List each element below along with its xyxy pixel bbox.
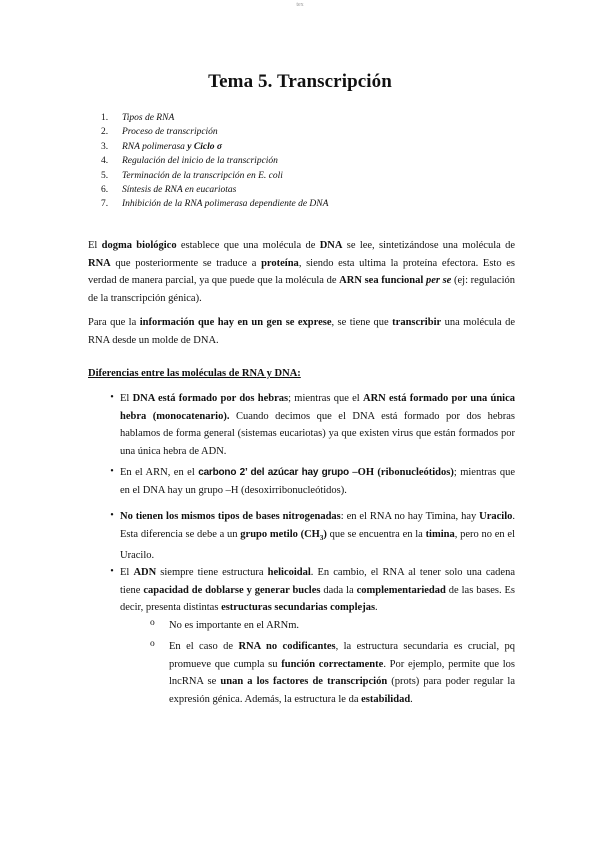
bold-term: ) — [323, 528, 327, 540]
toc-item — [101, 111, 328, 125]
sub-bullet-item — [144, 638, 515, 708]
toc-number: 7. — [101, 199, 109, 210]
toc-item — [101, 154, 328, 168]
bullet-marker: • — [110, 466, 114, 477]
toc-text: Inhibición de la RNA polimerasa dependiente de DNA — [122, 199, 329, 210]
bold-term: estructuras secundarias complejas — [221, 602, 376, 614]
bold-term: dogma biológico — [101, 240, 177, 251]
text-run: se lee, sintetizándose una molécula de — [342, 240, 515, 251]
toc-number: 4. — [101, 156, 109, 167]
toc-item — [101, 125, 328, 139]
bold-term: capacidad de doblarse y generar bucles — [143, 584, 321, 596]
text-run: . Esta diferencia se debe a un — [120, 511, 515, 540]
text-run: Para que la — [88, 317, 140, 328]
bullet-item — [88, 508, 515, 565]
text-run: una molécula de RNA desde un molde de DNA. — [88, 317, 515, 346]
text-run: El — [120, 393, 133, 404]
toc-number: 2. — [101, 127, 109, 138]
toc-item — [101, 169, 328, 183]
text-run: . — [410, 693, 413, 705]
bold-term: RNA no codificantes — [238, 641, 336, 652]
text-run: que posteriormente se traduce a — [110, 257, 262, 269]
sub-bullet-marker: o — [150, 618, 155, 628]
bold-term: No tienen los mismos tipos de bases nitrogenadas — [120, 511, 341, 522]
bold-term: RNA — [88, 257, 111, 269]
bullet-text — [120, 390, 515, 460]
toc-number: 6. — [101, 185, 109, 196]
table-of-contents — [101, 111, 328, 212]
text-run: . En cambio, el RNA al tener solo una cadena tiene — [120, 567, 515, 596]
intro-paragraph — [88, 237, 515, 307]
bold-term: ARN sea funcional — [339, 275, 424, 287]
bullet-item — [88, 564, 515, 617]
second-paragraph — [88, 314, 515, 349]
toc-item — [101, 197, 328, 211]
text-run: , la estructura secundaria es crucial, pq promueve que cumpla su — [169, 641, 515, 670]
bold-term: transcribir — [392, 317, 442, 328]
text-run: El — [88, 240, 102, 251]
bold-term: proteína — [261, 257, 299, 269]
text-run: , se tiene que — [331, 317, 393, 328]
bullet-item — [88, 390, 515, 460]
section-heading: Diferencias entre las moléculas de RNA y DNA: — [88, 368, 301, 379]
bullet-text — [120, 464, 515, 499]
text-run: ; mientras que en el DNA hay un grupo –H (desoxirribonucleótidos). — [120, 467, 515, 496]
toc-number: 5. — [101, 170, 109, 181]
subscript: 3 — [319, 533, 324, 542]
bold-term: información que hay en un gen se exprese — [139, 317, 332, 328]
text-run: siempre tiene estructura — [156, 567, 268, 578]
bold-term: carbono 2’ del azúcar hay grupo — [198, 467, 349, 478]
text-run: El — [120, 567, 134, 578]
bold-term: helicoidal — [267, 567, 311, 578]
text-run: (ej: regulación de la transcripción génica). — [88, 275, 515, 304]
text-run: . Por ejemplo, permite que los lncRNA se — [169, 658, 516, 688]
bold-term: ARN está formado por una única hebra (monocatenario). — [120, 393, 516, 422]
text-run: establece que una molécula de — [176, 240, 320, 251]
sub-bullet-item — [144, 617, 515, 635]
bullet-marker: • — [110, 510, 114, 521]
bullet-text — [120, 508, 515, 565]
text-run: : en el RNA no hay Timina, hay — [340, 511, 480, 522]
bold-term: grupo metilo (CH — [240, 528, 320, 540]
toc-text: Síntesis de RNA en eucariotas — [122, 185, 237, 196]
text-run: En el caso de — [169, 641, 239, 652]
toc-text: Proceso de transcripción — [122, 127, 218, 138]
bold-italic-term — [426, 275, 451, 286]
page-mark: tex — [296, 2, 304, 8]
toc-text: Terminación de la transcripción en E. coli — [122, 170, 283, 181]
bullet-marker: • — [110, 392, 114, 403]
text-run: ; mientras que el — [288, 393, 363, 404]
toc-text: RNA polimerasa — [122, 141, 185, 152]
text-run: que se encuentra en la — [326, 528, 426, 540]
toc-number: 1. — [101, 113, 109, 123]
text-run: (prots) para poder regular la expresión génica. Además, la estructura le da — [169, 676, 515, 705]
toc-item — [101, 183, 328, 197]
text-run: , siendo esta ultima la proteína efectora. Esto es verdad de manera parcial, ya que puede que la molécula de — [88, 257, 515, 287]
toc-number: 3. — [101, 141, 109, 152]
bold-term: unan a los factores de transcripción — [220, 676, 388, 688]
text-run: dada la — [320, 584, 357, 596]
bold-term: estabilidad — [361, 693, 411, 705]
text-run: Cuando decimos que el DNA está formado por dos hebras hablamos de forma general (sistemas eucariotas) ya que existen virus que están formados por una única hebra de ADN. — [120, 410, 515, 457]
italic-term: per se — [425, 275, 452, 287]
bullet-item — [88, 464, 515, 499]
bold-term: función correctamente — [281, 658, 384, 670]
bold-term: Uracilo — [479, 511, 513, 522]
bullet-marker: • — [110, 566, 114, 577]
bold-term: complementariedad — [356, 584, 446, 596]
toc-text: Regulación del inicio de la transcripción — [122, 156, 278, 167]
text-run: En el ARN, en el — [120, 467, 199, 478]
sub-bullet-text — [169, 638, 515, 708]
page-title: Tema 5. Transcripción — [208, 71, 392, 92]
toc-text: Tipos de RNA — [122, 113, 175, 123]
text-run: de las bases. Es decir, presenta distintas — [120, 584, 515, 614]
bold-term: ADN — [133, 567, 157, 578]
bold-term: –OH (ribonucleótidos) — [348, 467, 454, 478]
bold-term: DNA está formado por dos hebras — [132, 393, 289, 404]
text-run: . — [375, 602, 378, 614]
bold-term: timina — [425, 528, 455, 540]
sub-bullet-text: No es importante en el ARNm. — [169, 620, 300, 631]
text-run: , pero no en el Uracilo. — [120, 528, 516, 562]
toc-item — [101, 140, 328, 154]
sub-bullet-marker: o — [150, 639, 155, 649]
bold-term: DNA — [319, 240, 343, 251]
toc-text-extra: y Ciclo σ — [187, 141, 222, 152]
bullet-text — [120, 564, 515, 617]
